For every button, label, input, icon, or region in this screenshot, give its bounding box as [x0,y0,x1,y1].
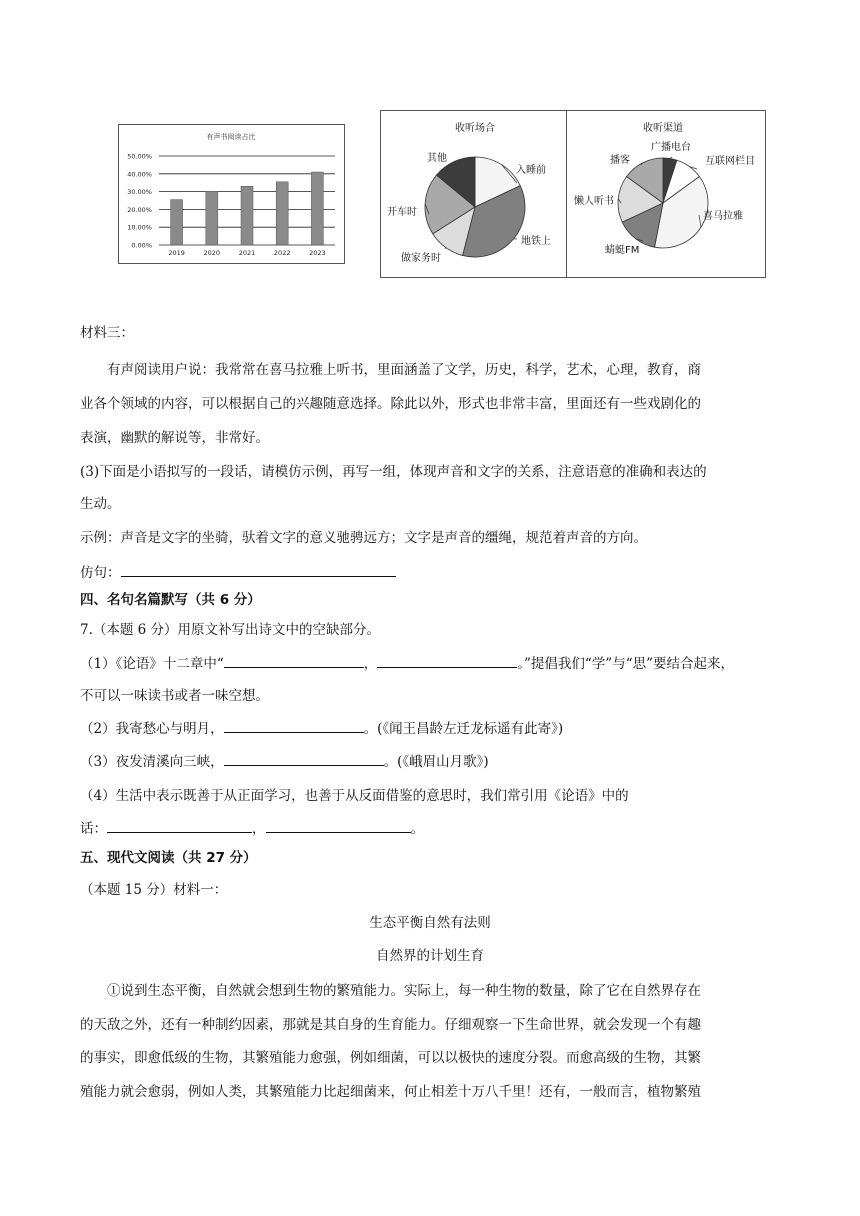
section5-intro: （本题 15 分）材料一： [80,882,228,898]
bar-y-tick-label: 30.00% [127,188,152,197]
pie-title: 收听场合 [455,123,495,134]
material3-line: 业各个领域的内容，可以根据自己的兴趣随意选择。除此以外，形式也非常丰富，里面还有一些戏剧化的 [80,396,701,412]
q3-imitate [80,562,396,583]
pie-label: 入睡前 [516,165,546,176]
article-paragraph-line: ①说到生态平衡，自然就会想到生物的繁殖能力。实际上，每一种生物的数量，除了它在自然界存在 [107,983,701,999]
q7-item3 [80,751,489,772]
article-paragraph-line: 的天敌之外，还有一种制约因素，那就是其自身的生育能力。仔细观察一下生命世界，就会发现一个有趣 [80,1017,701,1033]
bar-chart [119,125,344,263]
pie-label: 做家务时 [401,253,441,264]
q7-item1-cont: 不可以一味读书或者一味空想。 [80,688,269,704]
item1-blank-1[interactable] [224,653,364,668]
pie-label: 懒人听书 [574,196,614,207]
section5-heading: 五、现代文阅读（共 27 分） [80,850,257,866]
item1-text-b: 。”提倡我们“学”与“思”要结合起来， [517,656,735,672]
bar-chart-title: 有声书阅读占比 [206,133,256,141]
pie-label: 互联网栏目 [705,156,755,167]
bar-y-tick-label: 40.00% [127,170,152,179]
item4-sep: ， [252,821,266,837]
pie-charts-box [380,110,766,278]
bar-y-tick-label: 20.00% [127,205,152,214]
material3-line: 表演，幽默的解说等，非常好。 [80,430,269,446]
pie-divider [566,111,567,277]
pie-label: 广播电台 [651,142,691,153]
imitate-blank[interactable] [121,562,396,577]
item2-text: （2）我寄愁心与明月， [80,721,224,737]
bar-2022 [276,182,288,245]
item1-blank-2[interactable] [377,653,517,668]
article-title: 生态平衡自然有法则 [369,915,491,931]
material3-line: 有声阅读用户说：我常常在喜马拉雅上听书，里面涵盖了文学，历史，科学，艺术，心理，教育，商 [107,362,701,378]
q3-example: 示例：声音是文字的坐骑，驮着文字的意义驰骋远方；文字是声音的缰绳，规范着声音的方向。 [80,530,647,546]
bar-x-tick-label: 2020 [203,249,221,257]
item3-text: （3）夜发清溪向三峡， [80,754,224,770]
bar-2023 [311,172,323,245]
imitate-label: 仿句： [80,565,121,581]
item4-blank-2[interactable] [266,818,411,833]
item3-source: 。(《峨眉山月歌》) [383,754,489,770]
material3-heading: 材料三： [80,325,134,341]
q3-line: 生动。 [80,496,121,512]
q7-item4: （4）生活中表示既善于从正面学习，也善于从反面借鉴的意思时，我们常引用《论语》中的 [80,788,629,804]
bar-2021 [241,186,253,245]
bar-chart-box [118,124,345,264]
q7-item1 [80,653,734,674]
pie-label: 地铁上 [521,236,551,247]
item4-text: 话： [80,821,107,837]
bar-x-tick-label: 2023 [309,249,326,257]
item4-blank-1[interactable] [107,818,252,833]
pie-label: 开车时 [387,207,417,218]
pie-charts [381,111,765,277]
pie-label: 蜻蜓FM [605,245,640,256]
article-paragraph-line: 的事实，即愈低级的生物，其繁殖能力愈强，例如细菌，可以以极快的速度分裂。而愈高级的生物，其繁 [80,1050,701,1066]
pie-label: 其他 [427,153,447,164]
item2-source: 。(《闻王昌龄左迁龙标遥有此寄》) [363,721,564,737]
bar-y-tick-label: 50.00% [127,152,152,161]
bar-x-tick-label: 2021 [238,249,256,257]
bar-x-tick-label: 2022 [273,249,291,257]
q3-line: (3)下面是小语拟写的一段话，请模仿示例，再写一组，体现声音和文字的关系，注意语意的准确和表达的 [80,464,707,480]
item2-blank[interactable] [224,718,364,733]
pie-label: 喜马拉雅 [703,211,743,222]
bar-y-tick-label: 10.00% [127,223,152,232]
item4-end: 。 [410,821,424,837]
q7-item2 [80,718,563,739]
q7-item4-cont [80,818,424,839]
pie-label: 播客 [610,155,630,166]
pie-title: 收听渠道 [643,123,683,134]
bar-y-tick-label: 0.00% [131,241,152,250]
item1-text: （1）《论语》十二章中“ [80,656,224,672]
q7-prompt: 7.（本题 6 分）用原文补写出诗文中的空缺部分。 [80,622,381,638]
bar-x-tick-label: 2019 [168,249,185,257]
item1-sep: ， [363,656,378,672]
article-subtitle: 自然界的计划生育 [376,948,484,964]
item3-blank[interactable] [224,751,384,766]
bar-2019 [171,200,183,245]
section4-heading: 四、名句名篇默写（共 6 分） [80,592,261,608]
article-paragraph-line: 殖能力就会愈弱，例如人类，其繁殖能力比起细菌来，何止相差十万八千里！还有，一般而言，植物繁殖 [80,1084,701,1100]
bar-2020 [206,192,218,245]
